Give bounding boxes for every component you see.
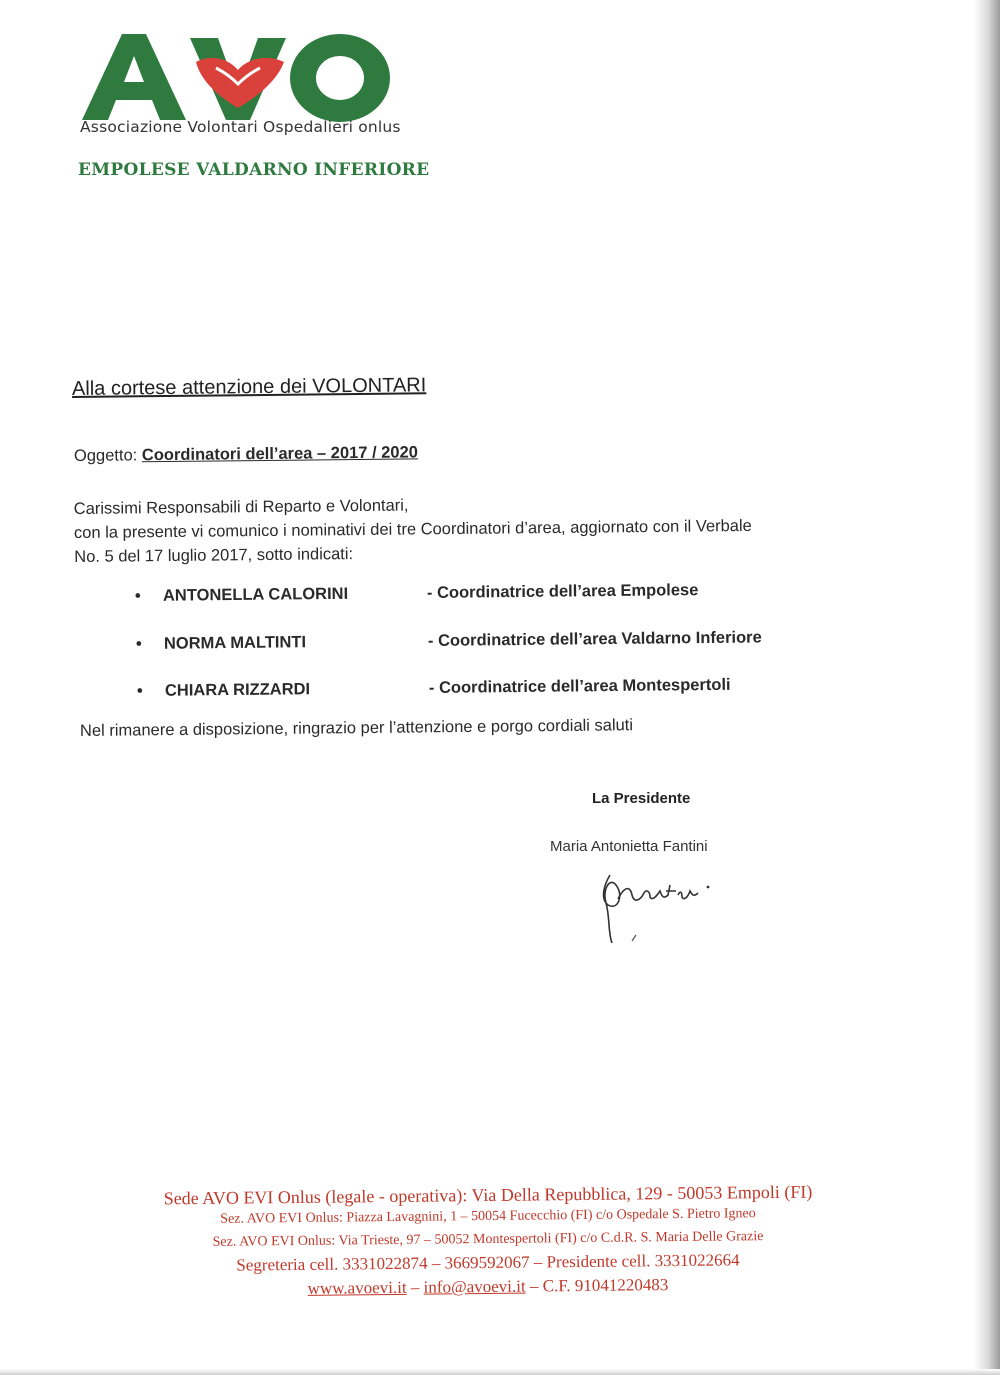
bullet: • bbox=[134, 586, 141, 605]
attention-line: Alla cortese attenzione dei VOLONTARI bbox=[71, 374, 427, 400]
footer-line-phones: Segreteria cell. 3331022874 – 3669592067 – Presidente cell. 3331022664 bbox=[236, 1250, 740, 1275]
footer-line-montespertoli: Sez. AVO EVI Onlus: Via Trieste, 97 – 50052 Montespertoli (FI) c/o C.d.R. S. Maria Delle Grazie bbox=[212, 1229, 764, 1250]
separator: – bbox=[406, 1277, 424, 1297]
bullet: • bbox=[135, 634, 142, 653]
scan-edge-bottom bbox=[0, 1369, 1000, 1375]
separator: – bbox=[525, 1276, 543, 1296]
coordinator-role: - Coordinatrice dell’area Montespertoli bbox=[428, 675, 731, 697]
coordinator-role: - Coordinatrice dell’area Empolese bbox=[426, 581, 699, 602]
subject-label: Oggetto: bbox=[73, 446, 142, 465]
tax-code: C.F. 91041220483 bbox=[542, 1275, 669, 1296]
association-name: Associazione Volontari Ospedalieri onlus bbox=[80, 118, 401, 136]
email-link[interactable]: info@avoevi.it bbox=[423, 1276, 526, 1297]
coordinator-name: NORMA MALTINTI bbox=[163, 633, 307, 653]
avo-logo-icon bbox=[78, 28, 398, 123]
scan-edge-shadow bbox=[974, 0, 1000, 1375]
president-name: Maria Antonietta Fantini bbox=[550, 838, 708, 855]
coordinator-role: - Coordinatrice dell’area Valdarno Inferiore bbox=[427, 628, 762, 650]
section-name: EMPOLESE VALDARNO INFERIORE bbox=[78, 160, 430, 180]
footer-line-headquarters: Sede AVO EVI Onlus (legale - operativa): Via Della Repubblica, 129 - 50053 Empoli (FI) bbox=[163, 1181, 813, 1209]
coordinator-name: CHIARA RIZZARDI bbox=[164, 680, 311, 700]
bullet: • bbox=[136, 681, 143, 700]
coordinator-name: ANTONELLA CALORINI bbox=[162, 584, 349, 605]
greeting: Carissimi Responsabili di Reparto e Volontari, bbox=[73, 496, 409, 519]
letter-body bbox=[74, 488, 895, 569]
handwritten-signature bbox=[590, 855, 730, 950]
body-line-1: con la presente vi comunico i nominativi dei tre Coordinatori d’area, aggiornato con il Verbale bbox=[73, 516, 752, 542]
subject-line bbox=[74, 443, 418, 466]
closing-line: Nel rimanere a disposizione, ringrazio per l’attenzione e porgo cordiali saluti bbox=[79, 716, 634, 740]
subject-value: Coordinatori dell’area – 2017 / 2020 bbox=[141, 443, 419, 465]
president-title: La Presidente bbox=[592, 790, 691, 807]
body-line-2: No. 5 del 17 luglio 2017, sotto indicati: bbox=[74, 545, 354, 566]
website-link[interactable]: www.avoevi.it bbox=[307, 1277, 407, 1298]
footer-line-contacts bbox=[308, 1275, 669, 1299]
footer-line-fucecchio: Sez. AVO EVI Onlus: Piazza Lavagnini, 1 – 50054 Fucecchio (FI) c/o Ospedale S. Pietro Igneo bbox=[220, 1206, 756, 1227]
